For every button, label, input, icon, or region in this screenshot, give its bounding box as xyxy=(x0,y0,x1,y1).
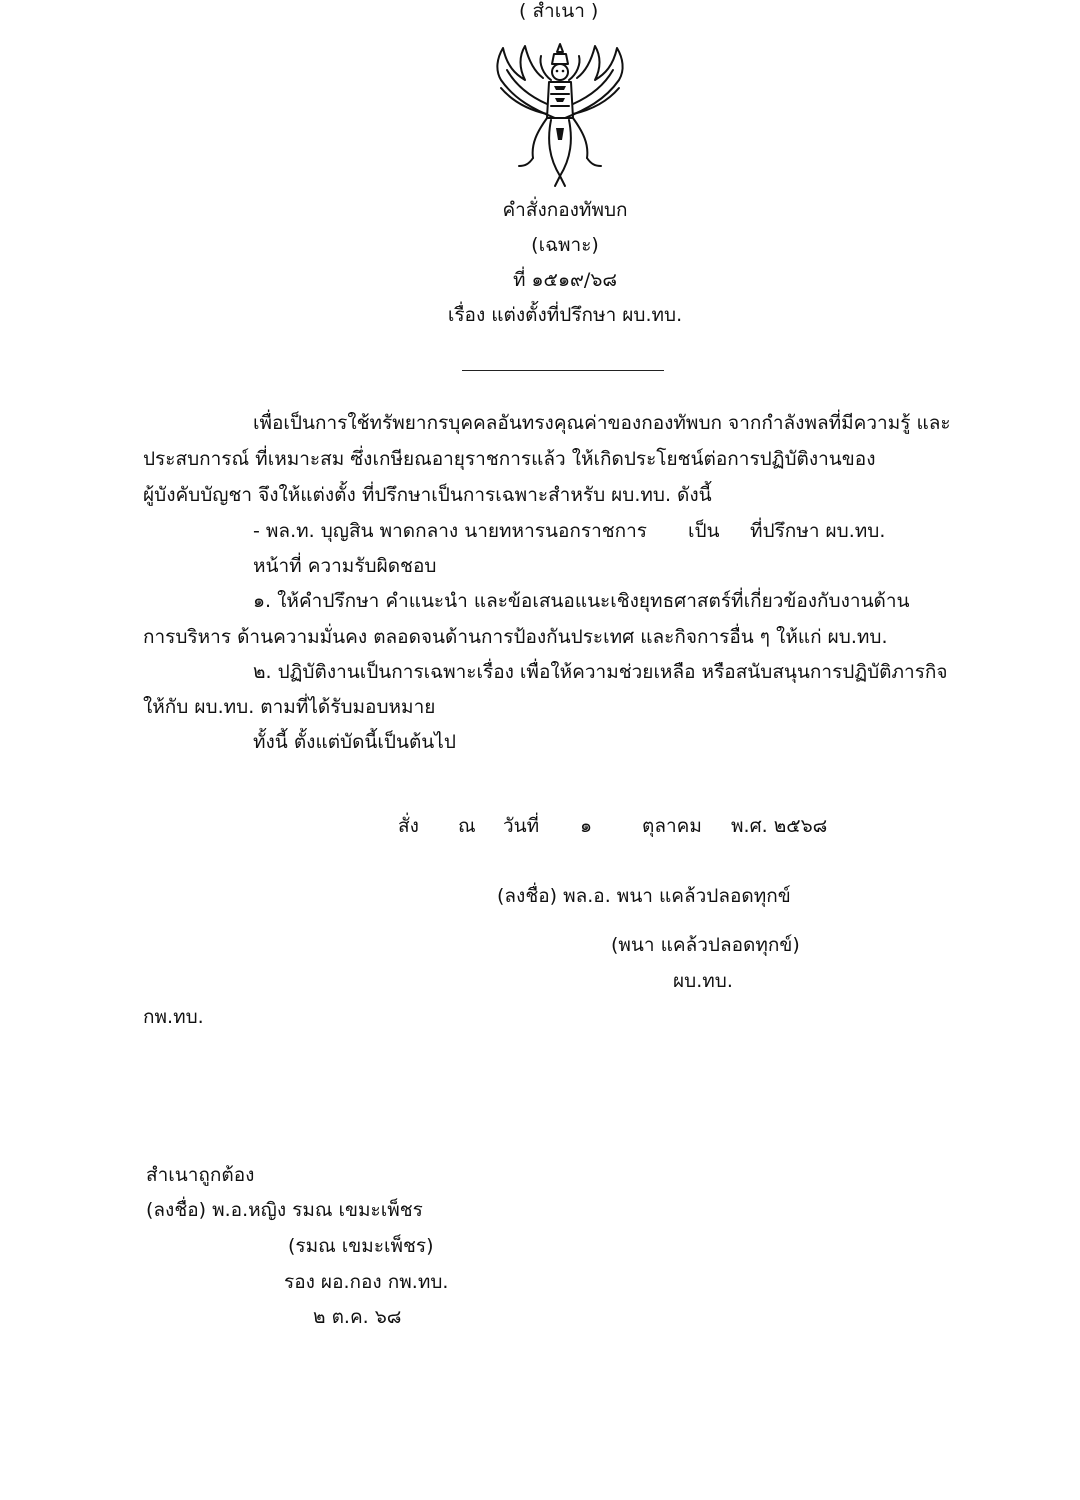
duty2-line1: ๒. ปฏิบัติงานเป็นการเฉพาะเรื่อง เพื่อให้ความช่วยเหลือ หรือสนับสนุนการปฏิบัติภารกิจ xyxy=(253,661,948,683)
certification-date: ๒ ต.ค. ๖๘ xyxy=(313,1306,402,1328)
header-divider xyxy=(462,370,664,371)
certifier-signed: (ลงชื่อ) พ.อ.หญิง รมณ เขมะเพ็ชร xyxy=(146,1199,423,1221)
date-na: ณ xyxy=(458,815,476,837)
signer-position: ผบ.ทบ. xyxy=(673,970,733,992)
para1-line2: ประสบการณ์ ที่เหมาะสม ซึ่งเกษียณอายุราชการแล้ว ให้เกิดประโยชน์ต่อการปฏิบัติงานของ xyxy=(143,448,876,470)
duty1-line2: การบริหาร ด้านความมั่นคง ตลอดจนด้านการป้องกันประเทศ และกิจการอื่น ๆ ให้แก่ ผบ.ทบ. xyxy=(143,626,888,648)
duty1-line1: ๑. ให้คำปรึกษา คำแนะนำ และข้อเสนอแนะเชิงยุทธศาสตร์ที่เกี่ยวข้องกับงานด้าน xyxy=(253,590,910,612)
appointee-position: ที่ปรึกษา ผบ.ทบ. xyxy=(750,520,886,542)
date-month: ตุลาคม xyxy=(642,815,702,837)
certification-label: สำเนาถูกต้อง xyxy=(146,1164,255,1186)
order-subject: เรื่อง แต่งตั้งที่ปรึกษา ผบ.ทบ. xyxy=(447,304,683,326)
order-number: ที่ ๑๕๑๙/๖๘ xyxy=(512,269,618,291)
date-sang: สั่ง xyxy=(398,815,419,837)
signer-signed: (ลงชื่อ) พล.อ. พนา แคล้วปลอดทุกข์ xyxy=(497,885,791,907)
date-wanthi: วันที่ xyxy=(503,815,540,837)
certifier-position: รอง ผอ.กอง กพ.ทบ. xyxy=(284,1271,449,1293)
copy-mark: ( สำเนา ) xyxy=(519,0,599,22)
appointee-name: - พล.ท. บุญสิน พาดกลาง นายทหารนอกราชการ xyxy=(253,520,648,542)
effective-clause: ทั้งนี้ ตั้งแต่บัดนี้เป็นต้นไป xyxy=(253,731,456,753)
certifier-printed-name: (รมณ เขมะเพ็ชร) xyxy=(288,1235,434,1257)
order-title: คำสั่งกองทัพบก xyxy=(502,199,628,221)
date-day: ๑ xyxy=(580,815,593,837)
duty2-line2: ให้กับ ผบ.ทบ. ตามที่ได้รับมอบหมาย xyxy=(143,696,436,718)
garuda-emblem-icon xyxy=(485,40,635,190)
signer-printed-name: (พนา แคล้วปลอดทุกข์) xyxy=(611,934,800,956)
order-classification: (เฉพาะ) xyxy=(531,234,599,256)
duties-heading: หน้าที่ ความรับผิดชอบ xyxy=(253,555,437,577)
para1-line3: ผู้บังคับบัญชา จึงให้แต่งตั้ง ที่ปรึกษาเป็นการเฉพาะสำหรับ ผบ.ทบ. ดังนี้ xyxy=(143,484,712,506)
appointee-as: เป็น xyxy=(688,520,720,542)
distribution: กพ.ทบ. xyxy=(143,1006,204,1028)
date-year: พ.ศ. ๒๕๖๘ xyxy=(731,815,828,837)
para1-line1: เพื่อเป็นการใช้ทรัพยากรบุคคลอันทรงคุณค่าของกองทัพบก จากกำลังพลที่มีความรู้ และ xyxy=(253,412,951,434)
